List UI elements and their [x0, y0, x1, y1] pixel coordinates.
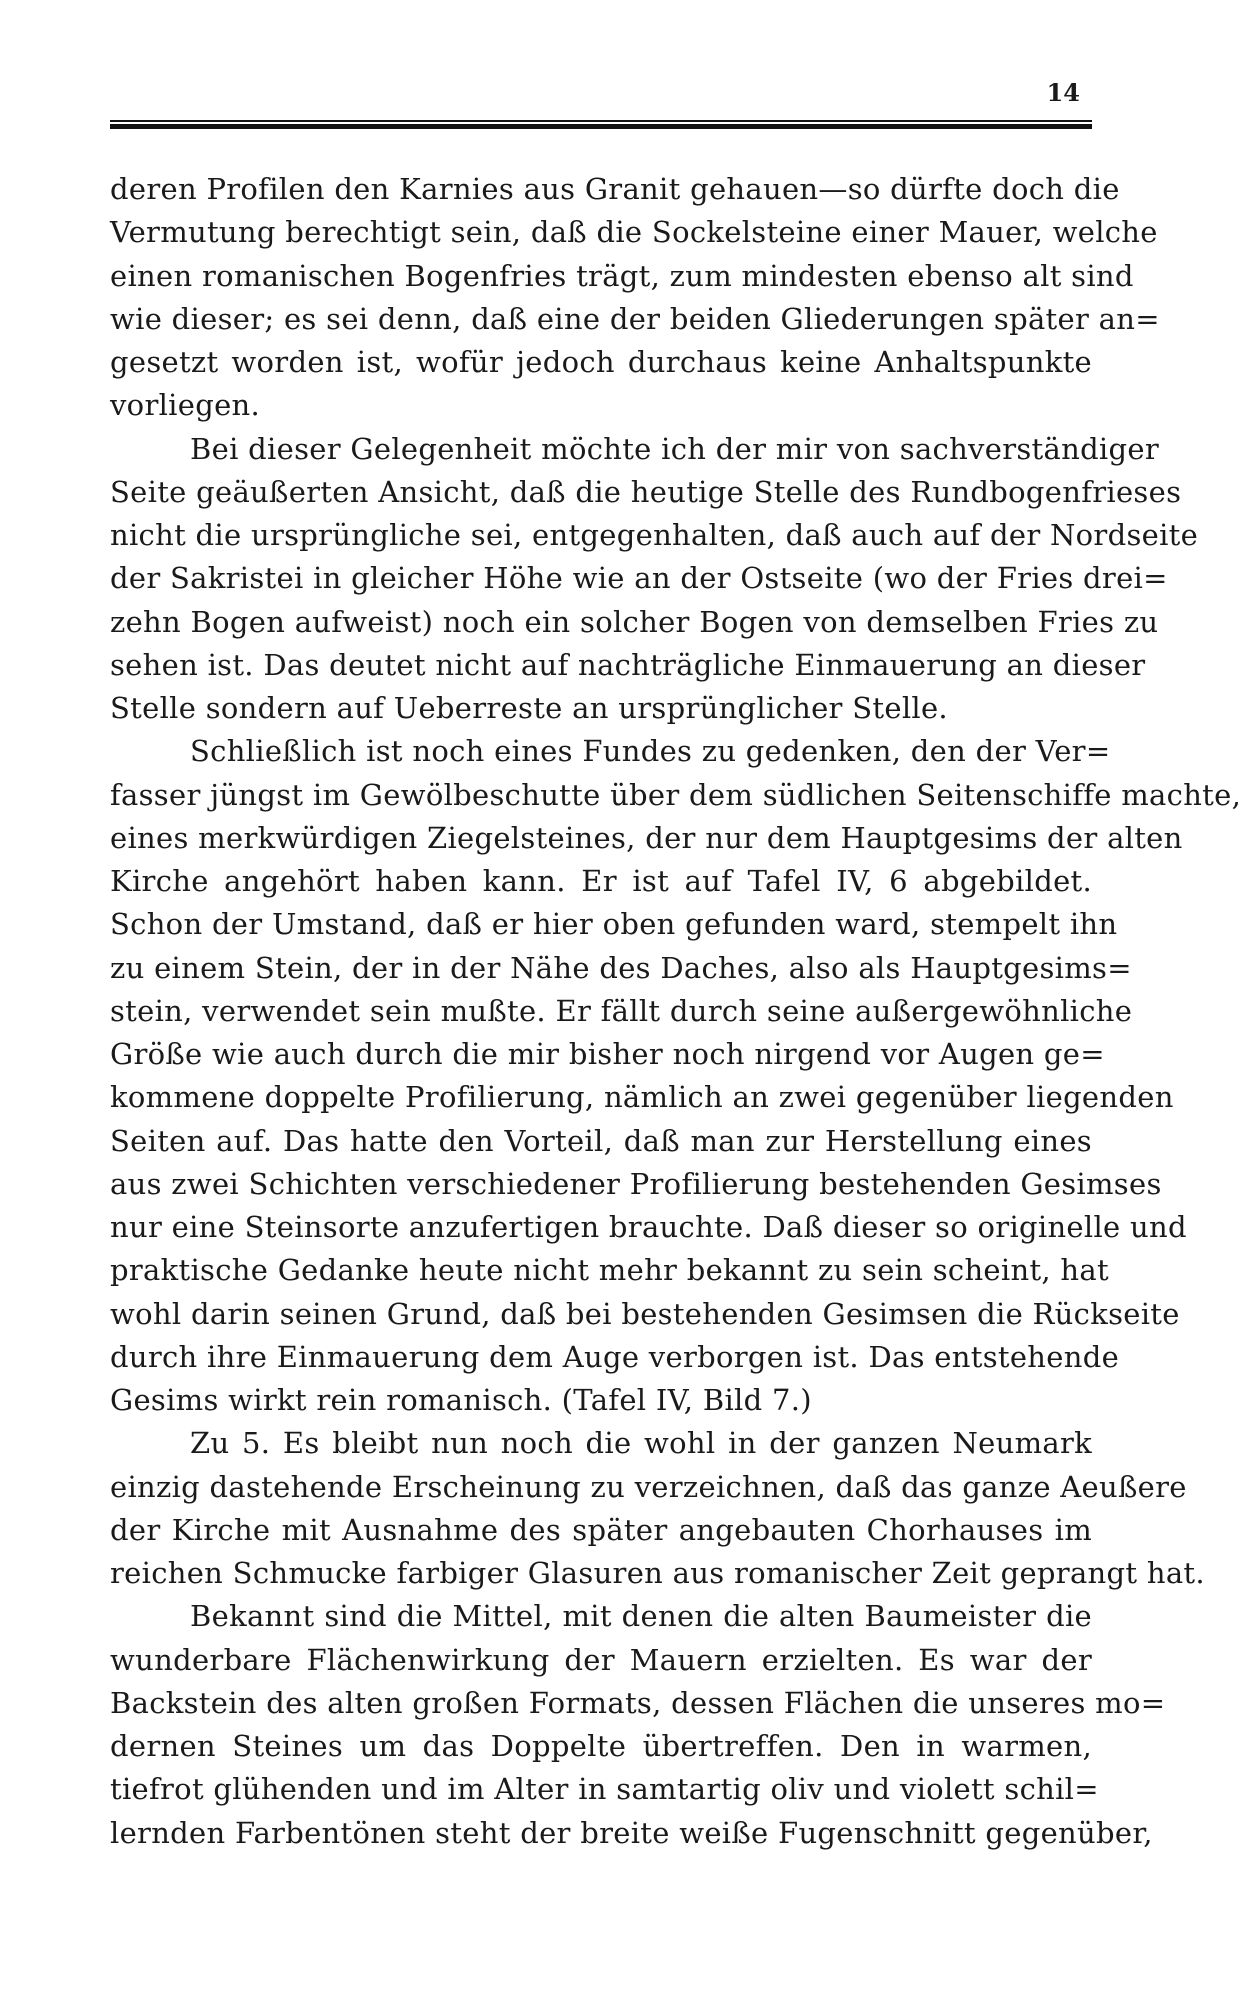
text-line: fasser jüngst im Gewölbeschutte über dem südlichen Seitenschiffe machte,: [110, 777, 1241, 812]
text-line: tiefrot glühenden und im Alter in samtartig oliv und violett schil=: [110, 1772, 1099, 1807]
text-line: deren Profilen den Karnies aus Granit gehauen—so dürfte doch die: [110, 172, 1120, 206]
text-line: stein, verwendet sein mußte. Er fällt durch seine außergewöhnliche: [110, 993, 1133, 1028]
text-line: Seite geäußerten Ansicht, daß die heutige Stelle des Rundbogenfrieses: [110, 474, 1182, 509]
text-line: wie dieser; es sei denn, daß eine der beiden Gliederungen später an=: [110, 301, 1160, 336]
body-text: [110, 168, 1241, 1855]
text-line: zehn Bogen aufweist) noch ein solcher Bogen von demselben Fries zu: [110, 604, 1159, 639]
text-line: Backstein des alten großen Formats, dessen Flächen die unseres mo=: [110, 1685, 1166, 1720]
text-line: einen romanischen Bogenfries trägt, zum mindesten ebenso alt sind: [110, 258, 1134, 293]
text-line: Schließlich ist noch eines Fundes zu gedenken, den der Ver=: [190, 734, 1111, 769]
paragraph: [110, 730, 1241, 1422]
text-line: Bekannt sind die Mittel, mit denen die alten Baumeister die: [190, 1599, 1092, 1634]
text-line: Stelle sondern auf Ueberreste an ursprünglicher Stelle.: [110, 691, 948, 725]
text-line: gesetzt worden ist, wofür jedoch durchaus keine Anhaltspunkte: [110, 345, 1092, 379]
text-line: nur eine Steinsorte anzufertigen brauchte. Daß dieser so originelle und: [110, 1210, 1187, 1244]
text-line: kommene doppelte Profilierung, nämlich an zwei gegenüber liegenden: [110, 1080, 1174, 1115]
text-line: lernden Farbentönen steht der breite weiße Fugenschnitt gegenüber,: [110, 1815, 1153, 1850]
text-line: vorliegen.: [110, 388, 261, 423]
text-line: aus zwei Schichten verschiedener Profilierung bestehenden Gesimses: [110, 1166, 1162, 1201]
text-line: sehen ist. Das deutet nicht auf nachträgliche Einmauerung an dieser: [110, 647, 1146, 682]
text-line: einzig dastehende Erscheinung zu verzeichnen, daß das ganze Aeußere: [110, 1469, 1187, 1504]
text-line: Zu 5. Es bleibt nun noch die wohl in der ganzen Neumark: [190, 1426, 1092, 1461]
text-line: Gesims wirkt rein romanisch. (Tafel IV, Bild 7.): [110, 1383, 812, 1417]
text-line: eines merkwürdigen Ziegelsteines, der nur dem Hauptgesims der alten: [110, 820, 1183, 855]
header-rule: [110, 120, 1092, 129]
text-line: Bei dieser Gelegenheit möchte ich der mir von sachverständiger: [190, 431, 1160, 466]
text-line: dernen Steines um das Doppelte übertreffen. Den in warmen,: [110, 1729, 1092, 1763]
text-line: der Kirche mit Ausnahme des später angebauten Chorhauses im: [110, 1512, 1092, 1547]
text-line: Schon der Umstand, daß er hier oben gefunden ward, stempelt ihn: [110, 907, 1118, 942]
paragraph: [110, 428, 1199, 731]
text-line: Seiten auf. Das hatte den Vorteil, daß man zur Herstellung eines: [110, 1123, 1092, 1158]
text-line: der Sakristei in gleicher Höhe wie an der Ostseite (wo der Fries drei=: [110, 561, 1168, 596]
page-number: 14: [1046, 78, 1080, 107]
text-line: Größe wie auch durch die mir bisher noch nirgend vor Augen ge=: [110, 1037, 1105, 1071]
text-line: nicht die ursprüngliche sei, entgegenhalten, daß auch auf der Nordseite: [110, 518, 1199, 552]
text-line: durch ihre Einmauerung dem Auge verborgen ist. Das entstehende: [110, 1339, 1120, 1374]
text-line: reichen Schmucke farbiger Glasuren aus romanischer Zeit geprangt hat.: [110, 1556, 1205, 1590]
text-line: wunderbare Flächenwirkung der Mauern erzielten. Es war der: [110, 1642, 1092, 1677]
text-line: praktische Gedanke heute nicht mehr bekannt zu sein scheint, hat: [110, 1253, 1109, 1288]
text-line: wohl darin seinen Grund, daß bei bestehenden Gesimsen die Rückseite: [110, 1296, 1180, 1331]
text-line: zu einem Stein, der in der Nähe des Daches, also als Hauptgesims=: [110, 950, 1132, 985]
paragraph: [110, 1422, 1205, 1595]
text-line: Kirche angehört haben kann. Er ist auf Tafel IV, 6 abgebildet.: [110, 864, 1092, 898]
text-line: Vermutung berechtigt sein, daß die Sockelsteine einer Mauer, welche: [110, 215, 1158, 250]
paragraph: [110, 168, 1160, 428]
paragraph: [110, 1595, 1166, 1855]
